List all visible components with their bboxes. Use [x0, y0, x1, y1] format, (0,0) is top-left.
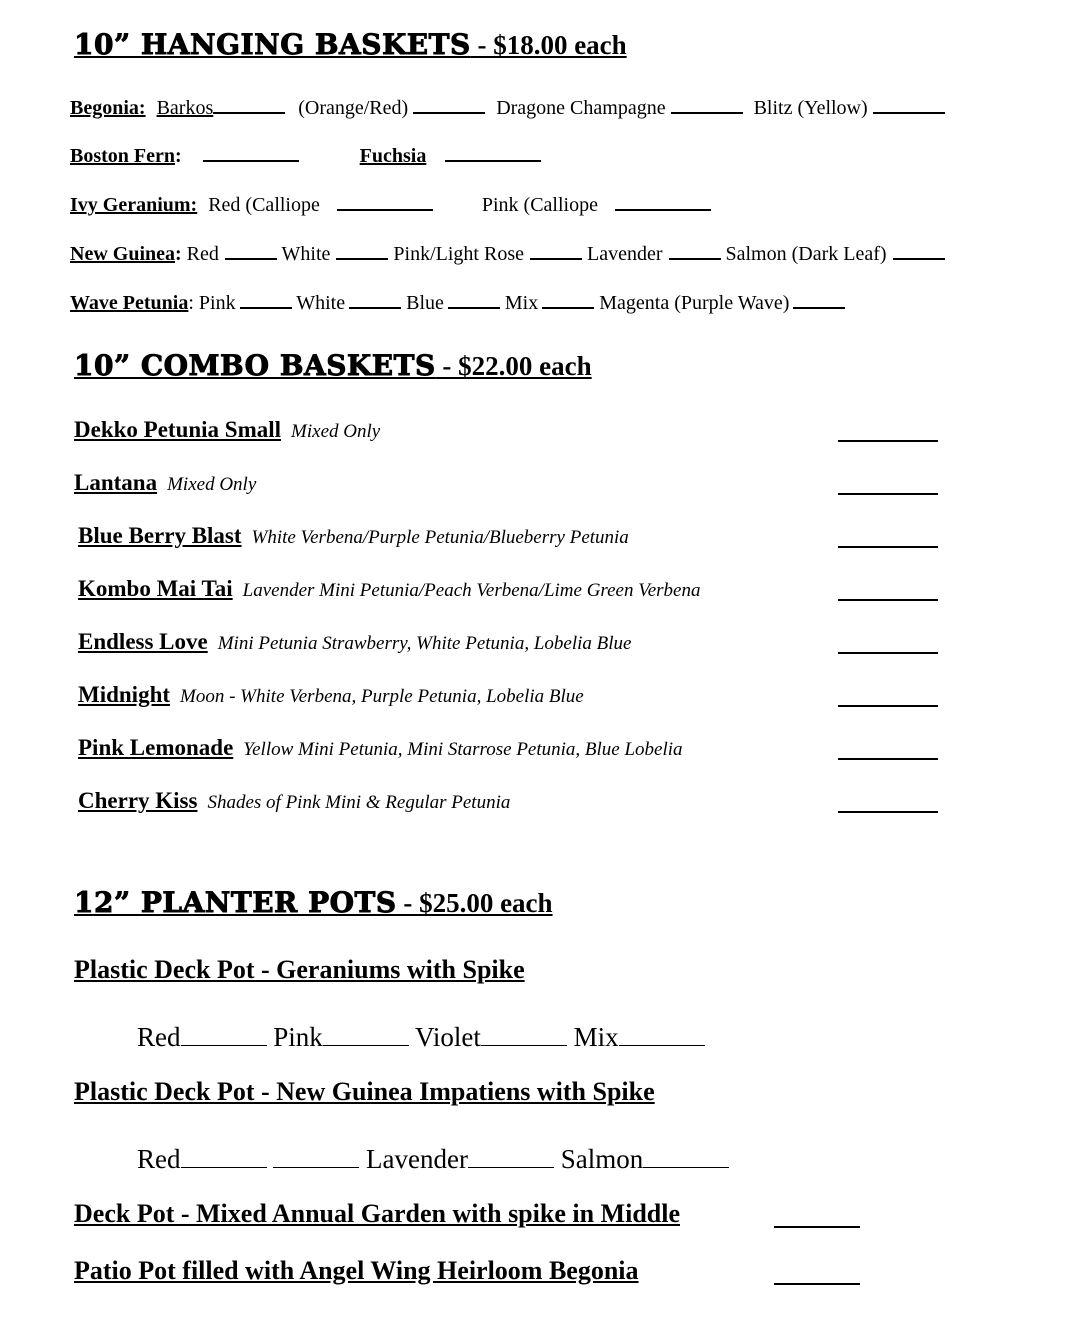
geranium-mix-blank[interactable]: [619, 1018, 705, 1046]
combo-item-name: Cherry Kiss: [78, 788, 198, 813]
planter-pots-price: - $25.00 each: [396, 888, 553, 918]
wave-blue-blank[interactable]: [448, 287, 500, 309]
begonia-label: Begonia:: [70, 97, 146, 119]
ivy-red-blank[interactable]: [337, 189, 433, 211]
begonia-barkos: Barkos: [156, 97, 214, 119]
ivy-red: Red (Calliope: [208, 194, 320, 216]
begonia-dragone: Dragone Champagne: [496, 97, 666, 119]
combo-item-name: Blue Berry Blast: [78, 523, 242, 548]
combo-item-desc: Moon - White Verbena, Purple Petunia, Lobelia Blue: [180, 686, 584, 707]
impatiens-deck-pot-title: Plastic Deck Pot - New Guinea Impatiens with Spike: [74, 1077, 655, 1106]
guinea-salmon: Salmon (Dark Leaf): [725, 243, 887, 265]
wave-pink-blank[interactable]: [240, 287, 292, 309]
begonia-barkos-blank[interactable]: [213, 92, 285, 114]
fuchsia-label: Fuchsia: [359, 145, 427, 167]
combo-item: [78, 576, 700, 602]
combo-item-blank[interactable]: [838, 705, 938, 707]
wave-white: White: [296, 292, 346, 314]
guinea-pink: Pink/Light Rose: [393, 243, 524, 265]
boston-fern-row: [70, 140, 541, 168]
mixed-annual-blank[interactable]: [774, 1226, 860, 1228]
guinea-red: Red: [186, 243, 219, 265]
wave-blue: Blue: [406, 292, 444, 314]
combo-item-desc: Shades of Pink Mini & Regular Petunia: [207, 792, 511, 813]
combo-item-name: Dekko Petunia Small: [74, 417, 282, 442]
boston-fern-blank[interactable]: [203, 140, 299, 162]
geranium-red: Red: [137, 1022, 181, 1052]
combo-item: [78, 735, 683, 761]
new-guinea-colon: :: [175, 243, 182, 265]
impatiens-lavender: Lavender: [366, 1144, 468, 1174]
combo-item-desc: Yellow Mini Petunia, Mini Starrose Petunia, Blue Lobelia: [243, 739, 683, 760]
combo-item: [78, 629, 631, 655]
impatiens-unlabeled-blank[interactable]: [273, 1140, 359, 1168]
begonia-orange-blank[interactable]: [413, 92, 485, 114]
planter-pots-heading: [74, 886, 553, 919]
ivy-geranium-row: [70, 189, 711, 217]
guinea-white-blank[interactable]: [336, 238, 388, 260]
combo-item-desc: Lavender Mini Petunia/Peach Verbena/Lime Green Verbena: [242, 580, 701, 601]
combo-item: [74, 417, 380, 443]
wave-petunia-colon: :: [188, 292, 194, 314]
combo-item-name: Kombo Mai Tai: [78, 576, 233, 601]
hanging-baskets-title: 10” HANGING BASKETS: [74, 28, 471, 61]
boston-fern-colon: :: [175, 145, 182, 167]
fuchsia-blank[interactable]: [445, 140, 541, 162]
begonia-row: [70, 92, 945, 120]
begonia-orange: (Orange/Red): [298, 97, 409, 119]
impatiens-red-blank[interactable]: [181, 1140, 267, 1168]
impatiens-red: Red: [137, 1144, 181, 1174]
combo-item-desc: Mixed Only: [167, 474, 257, 495]
wave-magenta-blank[interactable]: [793, 287, 845, 309]
combo-item-desc: White Verbena/Purple Petunia/Blueberry Petunia: [251, 527, 629, 548]
guinea-white: White: [281, 243, 331, 265]
combo-baskets-heading: [74, 349, 592, 382]
guinea-red-blank[interactable]: [225, 238, 277, 260]
begonia-dragone-blank[interactable]: [671, 92, 743, 114]
combo-item-blank[interactable]: [838, 652, 938, 654]
combo-item-desc: Mini Petunia Strawberry, White Petunia, Lobelia Blue: [217, 633, 632, 654]
combo-item-blank[interactable]: [838, 493, 938, 495]
impatiens-salmon-blank[interactable]: [643, 1140, 729, 1168]
combo-item-blank[interactable]: [838, 758, 938, 760]
combo-item-blank[interactable]: [838, 599, 938, 601]
wave-magenta: Magenta (Purple Wave): [599, 292, 790, 314]
combo-item-name: Midnight: [78, 682, 171, 707]
geranium-red-blank[interactable]: [181, 1018, 267, 1046]
ivy-geranium-label: Ivy Geranium:: [70, 194, 198, 216]
geranium-pink-blank[interactable]: [323, 1018, 409, 1046]
combo-item-blank[interactable]: [838, 811, 938, 813]
combo-item-blank[interactable]: [838, 440, 938, 442]
hanging-baskets-price: - $18.00 each: [470, 30, 627, 60]
geraniums-options: [137, 1018, 705, 1053]
geranium-violet: Violet: [415, 1022, 481, 1052]
angel-wing-blank[interactable]: [774, 1283, 860, 1285]
impatiens-lavender-blank[interactable]: [468, 1140, 554, 1168]
wave-mix-blank[interactable]: [542, 287, 594, 309]
combo-baskets-title: 10” COMBO BASKETS: [74, 349, 436, 382]
ivy-pink-blank[interactable]: [615, 189, 711, 211]
impatiens-salmon: Salmon: [560, 1144, 644, 1174]
combo-item: [78, 788, 510, 814]
guinea-lavender-blank[interactable]: [669, 238, 721, 260]
combo-item-name: Pink Lemonade: [78, 735, 234, 760]
combo-baskets-price: - $22.00 each: [435, 351, 592, 381]
wave-white-blank[interactable]: [349, 287, 401, 309]
combo-item: [74, 470, 256, 496]
guinea-salmon-blank[interactable]: [893, 238, 945, 260]
boston-fern-label: Boston Fern: [70, 145, 175, 167]
impatiens-options: [137, 1140, 729, 1175]
mixed-annual-deck-pot-title: Deck Pot - Mixed Annual Garden with spike in Middle: [74, 1199, 680, 1228]
combo-item: [78, 523, 629, 549]
planter-pots-title: 12” PLANTER POTS: [74, 886, 397, 919]
combo-item-desc: Mixed Only: [291, 421, 381, 442]
guinea-pink-blank[interactable]: [530, 238, 582, 260]
geranium-mix: Mix: [573, 1022, 619, 1052]
geraniums-deck-pot-title: Plastic Deck Pot - Geraniums with Spike: [74, 955, 525, 984]
wave-petunia-row: [70, 287, 845, 315]
geranium-violet-blank[interactable]: [481, 1018, 567, 1046]
wave-pink: Pink: [198, 292, 236, 314]
geranium-pink: Pink: [273, 1022, 323, 1052]
new-guinea-label: New Guinea: [70, 243, 175, 265]
begonia-blitz: Blitz (Yellow): [753, 97, 868, 119]
combo-item-blank[interactable]: [838, 546, 938, 548]
guinea-lavender: Lavender: [586, 243, 663, 265]
new-guinea-row: [70, 238, 945, 266]
ivy-pink: Pink (Calliope: [481, 194, 598, 216]
wave-petunia-label: Wave Petunia: [70, 292, 189, 314]
hanging-baskets-heading: [74, 28, 627, 61]
combo-item-name: Endless Love: [78, 629, 208, 654]
combo-item: [78, 682, 584, 708]
combo-item-name: Lantana: [74, 470, 158, 495]
angel-wing-patio-pot-title: Patio Pot filled with Angel Wing Heirloom Begonia: [74, 1256, 639, 1285]
begonia-blitz-blank[interactable]: [873, 92, 945, 114]
wave-mix: Mix: [504, 292, 539, 314]
